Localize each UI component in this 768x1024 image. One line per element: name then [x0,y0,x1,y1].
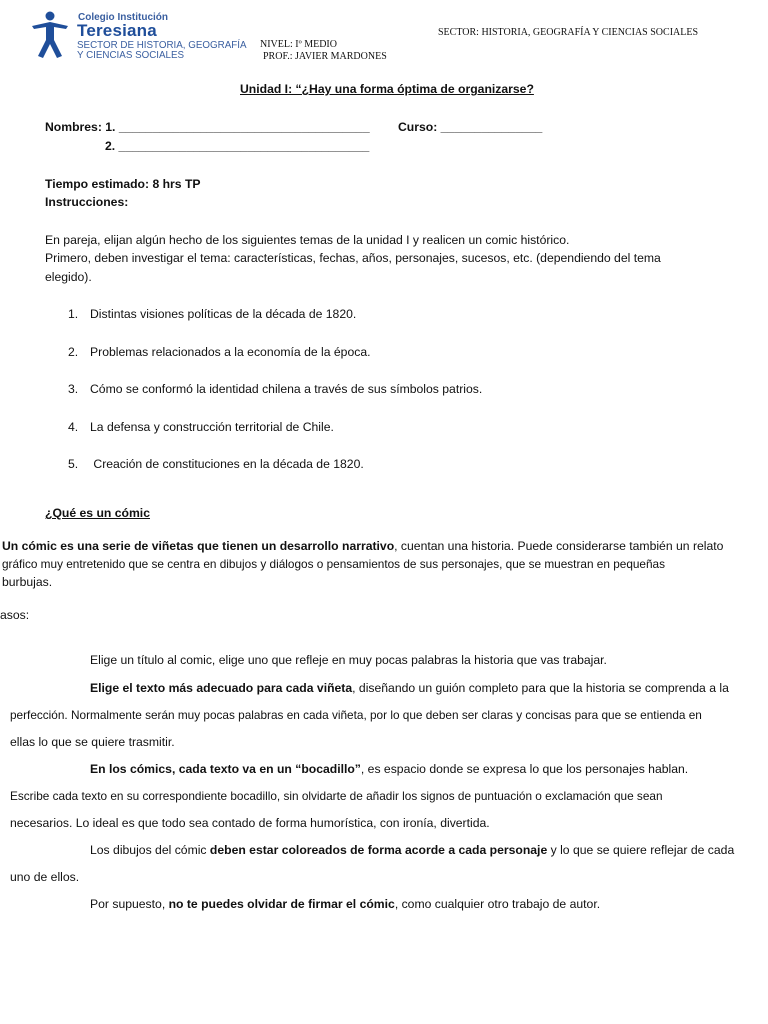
step-5-rest: , como cualquier otro trabajo de autor. [394,897,601,911]
step-4-line-1 [90,841,734,859]
comic-definition-line-2: gráfico muy entretenido que se centra en dibujos y diálogos o pensamientos de sus personajes, que se muestran en pequeñas [2,557,666,571]
topic-text: Distintas visiones políticas de la década de 1820. [90,307,357,321]
topic-number: 4. [68,420,79,434]
logo-line-3: SECTOR DE HISTORIA, GEOGRAFÍA [77,40,247,51]
intro-line-2: Primero, deben investigar el tema: características, fechas, años, personajes, sucesos, etc. (dependiendo del tema [45,251,661,265]
step-4-rest: y lo que se quiere reflejar de cada [547,843,735,857]
step-2-line-2: perfección. Normalmente serán muy pocas palabras en cada viñeta, por lo que deben ser claras y concisas para que se entienda en [10,708,702,722]
topic-number: 2. [68,345,79,359]
logo-line-4: Y CIENCIAS SOCIALES [77,50,185,61]
comic-definition-line-1 [2,537,746,555]
step-1: Elige un título al comic, elige uno que refleje en muy pocas palabras la historia que vas trabajar. [90,653,607,667]
topic-number: 3. [68,382,79,396]
comic-definition-bold: Un cómic es una serie de viñetas que tienen un desarrollo narrativo [2,539,395,553]
step-4-pre: Los dibujos del cómic [90,843,210,857]
curso-field: Curso: _______________ [398,120,543,134]
sector-label: SECTOR: HISTORIA, GEOGRAFÍA Y CIENCIAS SOCIALES [438,27,699,38]
instrucciones-heading: Instrucciones: [45,195,129,209]
topic-item [68,305,356,323]
step-4-bold: deben estar coloreados de forma acorde a cada personaje [209,843,548,857]
logo-line-2: Teresiana [77,21,157,40]
step-3-line-1 [90,760,688,778]
step-2-bold: Elige el texto más adecuado para cada viñeta [90,681,353,695]
topic-text: Creación de constituciones en la década de 1820. [90,457,364,471]
step-5-bold: no te puedes olvidar de firmar el cómic [168,897,395,911]
school-logo [28,10,72,60]
topic-item [68,343,371,361]
prof-label: PROF.: JAVIER MARDONES [263,51,387,62]
intro-line-1: En pareja, elijan algún hecho de los siguientes temas de la unidad I y realicen un comic histórico. [45,233,570,247]
step-3-rest: , es espacio donde se expresa lo que los personajes hablan. [360,762,689,776]
pasos-label: asos: [0,608,30,622]
topic-text: Problemas relacionados a la economía de la época. [90,345,371,359]
nombres-field-2: 2. _____________________________________ [105,139,370,153]
step-2-rest: , diseñando un guión completo para que la historia se comprenda a la [352,681,729,695]
step-2-line-3: ellas lo que se quiere trasmitir. [10,735,175,749]
topic-text: Cómo se conformó la identidad chilena a través de sus símbolos patrios. [90,382,483,396]
nombres-field-1: Nombres: 1. _____________________________________ [45,120,370,134]
comic-definition-rest: , cuentan una historia. Puede considerarse también un relato [394,539,724,553]
topic-number: 1. [68,307,79,321]
step-3-line-3: necesarios. Lo ideal es que todo sea contado de forma humorística, con ironía, divertida. [10,816,490,830]
intro-line-3: elegido). [45,270,92,284]
topic-item [68,418,334,436]
tiempo-estimado: Tiempo estimado: 8 hrs TP [45,177,201,191]
topic-item [68,380,482,398]
logo-line-1: Colegio Institución [78,12,168,23]
step-5-pre: Por supuesto, [90,897,169,911]
school-emblem-icon [28,10,72,60]
nivel-label: NIVEL: Iº MEDIO [260,39,337,50]
page-title: Unidad I: “¿Hay una forma óptima de organizarse? [240,82,534,96]
comic-definition-line-3: burbujas. [2,575,53,589]
step-2-line-1 [90,679,729,697]
step-5 [90,895,600,913]
topic-text: La defensa y construcción territorial de Chile. [90,420,334,434]
step-3-line-2: Escribe cada texto en su correspondiente bocadillo, sin olvidarte de añadir los signos de puntuación o exclamación que sean [10,789,663,803]
step-4-line-2: uno de ellos. [10,870,80,884]
topic-number: 5. [68,457,79,471]
que-es-heading: ¿Qué es un cómic [45,506,150,520]
step-3-bold: En los cómics, cada texto va en un “bocadillo” [90,762,361,776]
topic-item [68,455,364,473]
